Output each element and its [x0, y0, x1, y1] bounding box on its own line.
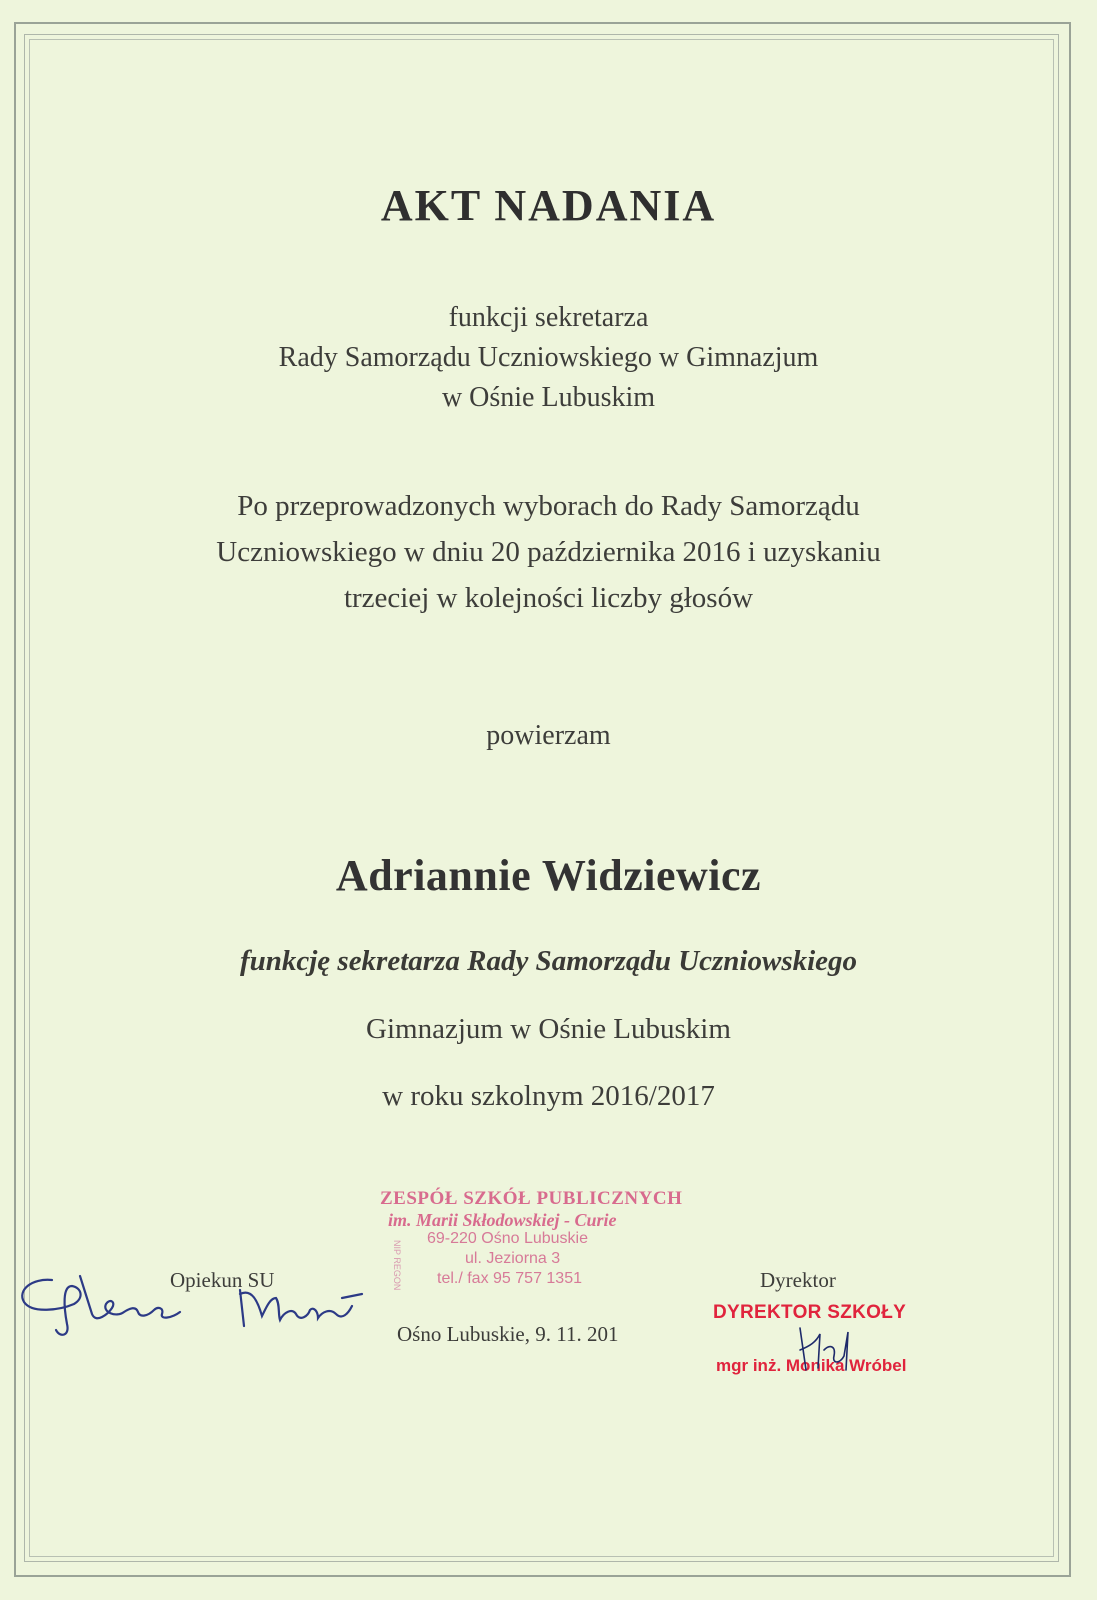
- director-stamp-name: mgr inż. Monika Wróbel: [716, 1356, 907, 1375]
- document-title: AKT NADANIA: [380, 181, 717, 230]
- school-stamp-line-1: ZESPÓŁ SZKÓŁ PUBLICZNYCH: [380, 1188, 683, 1209]
- school-stamp-side-text: NIP REGON: [392, 1240, 402, 1291]
- paragraph-line-1: Po przeprowadzonych wyborach do Rady Samorządu: [237, 490, 860, 522]
- opiekun-signature: [12, 1268, 372, 1348]
- school-stamp-line-4: ul. Jeziorna 3: [465, 1250, 561, 1267]
- right-signature-label: Dyrektor: [760, 1268, 836, 1292]
- paragraph-line-3: trzeciej w kolejności liczby głosów: [343, 582, 754, 614]
- school-stamp-line-2: im. Marii Skłodowskiej - Curie: [388, 1210, 617, 1230]
- school-line: Gimnazjum w Ośnie Lubuskim: [366, 1013, 731, 1045]
- place-and-date: Ośno Lubuskie, 9. 11. 201: [397, 1322, 619, 1346]
- function-line: funkcję sekretarza Rady Samorządu Uczniowskiego: [239, 945, 858, 977]
- left-signature-label: Opiekun SU: [170, 1268, 275, 1292]
- director-signature: [790, 1320, 860, 1380]
- school-stamp-line-3: 69-220 Ośno Lubuskie: [427, 1230, 588, 1247]
- subtitle-line-1: funkcji sekretarza: [448, 302, 649, 333]
- paragraph-line-2: Uczniowskiego w dniu 20 października 2016 i uzyskaniu: [216, 536, 881, 568]
- director-stamp-title: DYREKTOR SZKOŁY: [713, 1302, 907, 1323]
- school-year-line: w roku szkolnym 2016/2017: [382, 1080, 715, 1112]
- entrust-word: powierzam: [486, 720, 611, 751]
- recipient-name: Adriannie Widziewicz: [335, 851, 762, 900]
- subtitle-line-2: Rady Samorządu Uczniowskiego w Gimnazjum: [278, 342, 819, 373]
- school-stamp-line-5: tel./ fax 95 757 1351: [437, 1270, 582, 1287]
- subtitle-line-3: w Ośnie Lubuskim: [441, 382, 656, 413]
